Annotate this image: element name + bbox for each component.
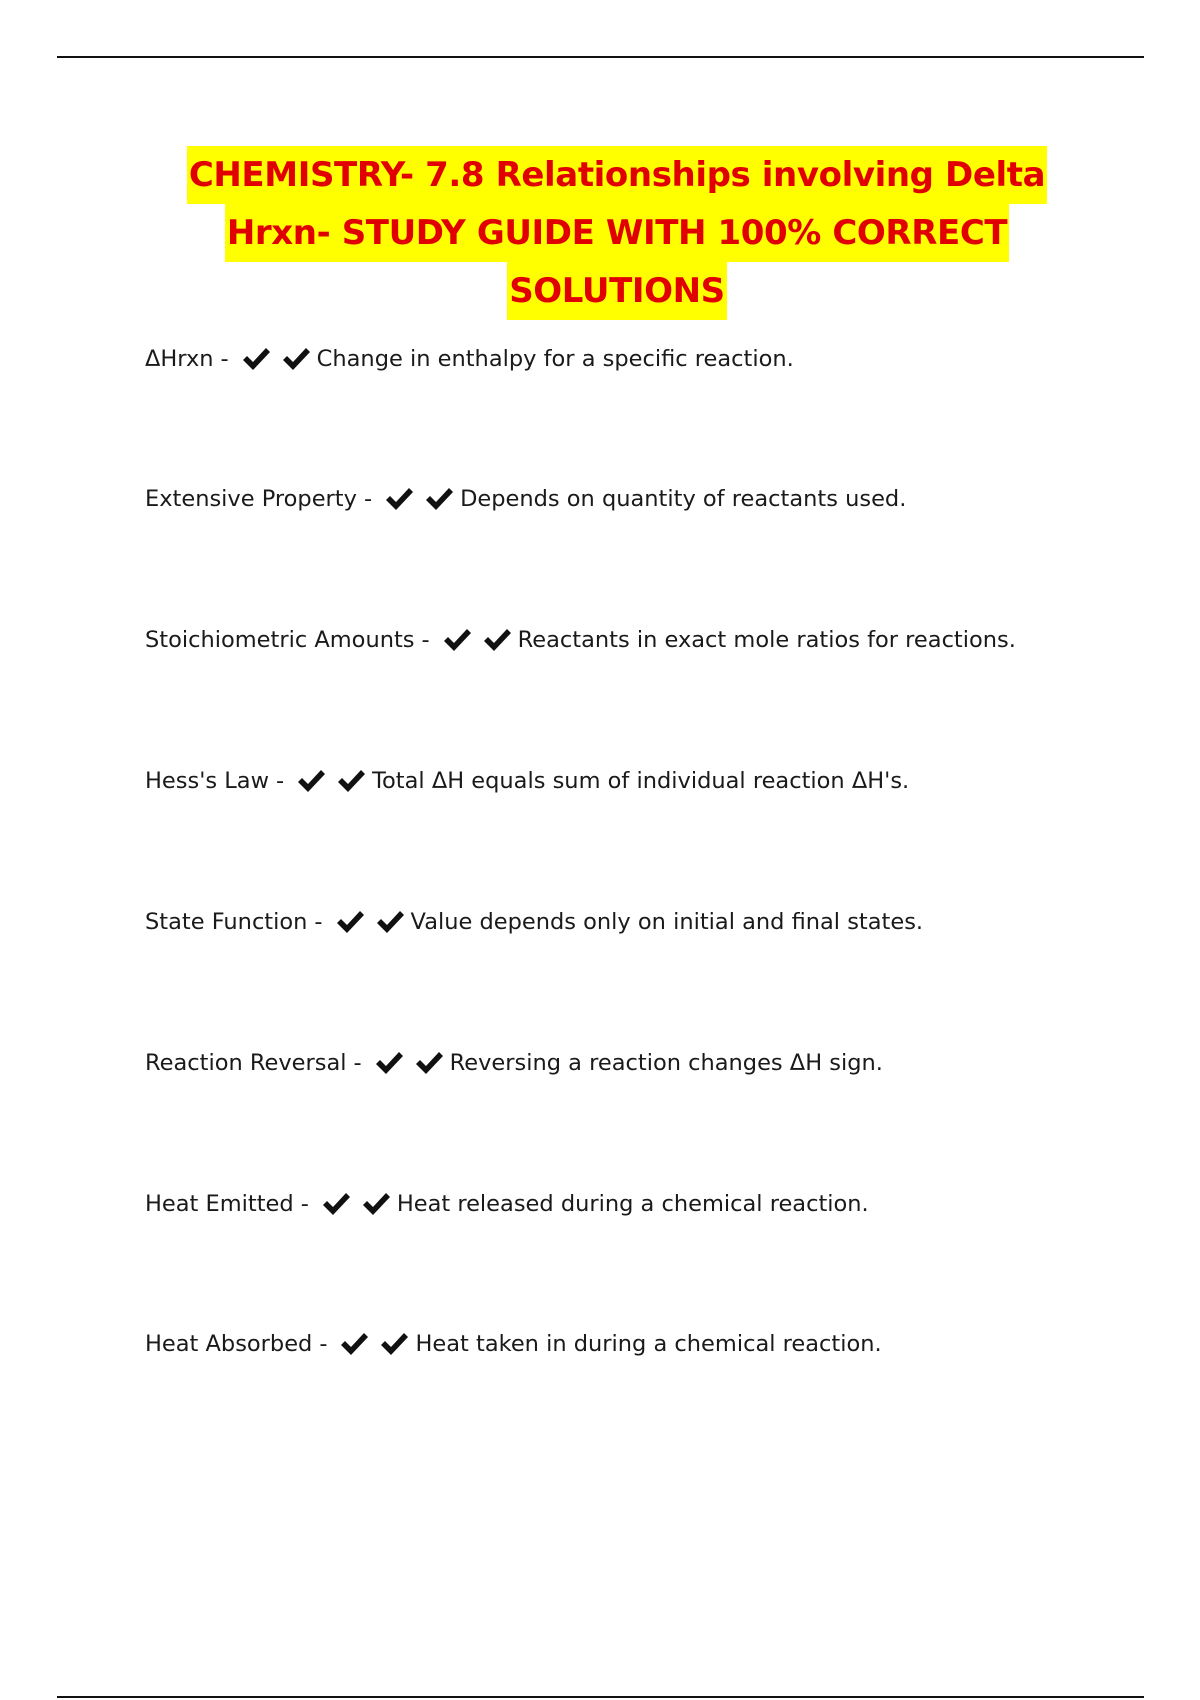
check-marks — [339, 1331, 409, 1357]
check-marks — [241, 346, 311, 372]
check-mark-icon — [384, 486, 414, 512]
entry-separator: - — [314, 909, 323, 935]
check-mark-icon — [414, 1050, 444, 1076]
check-mark-icon — [374, 1050, 404, 1076]
title-line: SOLUTIONS — [507, 262, 727, 320]
check-marks — [335, 909, 405, 935]
definition-entry — [145, 907, 923, 937]
entry-separator: - — [353, 1050, 362, 1076]
entry-definition: Total ΔH equals sum of individual reaction ΔH's. — [372, 768, 910, 794]
definition-entry — [145, 625, 1016, 655]
check-mark-icon — [339, 1331, 369, 1357]
entry-term: Stoichiometric Amounts — [145, 627, 415, 653]
entry-term: Hess's Law — [145, 768, 269, 794]
entry-separator: - — [300, 1191, 309, 1217]
entry-definition: Change in enthalpy for a specific reaction. — [316, 346, 794, 372]
entry-term: Extensive Property — [145, 486, 357, 512]
entry-separator: - — [319, 1331, 328, 1357]
check-marks — [442, 627, 512, 653]
definition-entry — [145, 1329, 882, 1359]
entry-term: State Function — [145, 909, 308, 935]
entry-definition: Heat taken in during a chemical reaction. — [415, 1331, 882, 1357]
check-mark-icon — [424, 486, 454, 512]
definition-entry — [145, 484, 906, 514]
entry-term: ΔHrxn — [145, 346, 214, 372]
check-mark-icon — [442, 627, 472, 653]
entry-separator: - — [220, 346, 229, 372]
definition-entry — [145, 1189, 869, 1219]
entry-definition: Value depends only on initial and final states. — [410, 909, 924, 935]
check-mark-icon — [241, 346, 271, 372]
check-mark-icon — [321, 1191, 351, 1217]
check-mark-icon — [375, 909, 405, 935]
check-marks — [321, 1191, 391, 1217]
check-mark-icon — [296, 768, 326, 794]
title-line: CHEMISTRY- 7.8 Relationships involving Delta — [187, 146, 1047, 204]
check-mark-icon — [281, 346, 311, 372]
entry-term: Heat Emitted — [145, 1191, 294, 1217]
check-marks — [296, 768, 366, 794]
check-marks — [384, 486, 454, 512]
entry-definition: Reactants in exact mole ratios for reactions. — [517, 627, 1016, 653]
title-line: Hrxn- STUDY GUIDE WITH 100% CORRECT — [225, 204, 1009, 262]
definition-entry — [145, 766, 909, 796]
definition-entry — [145, 1048, 883, 1078]
check-mark-icon — [482, 627, 512, 653]
entry-definition: Depends on quantity of reactants used. — [460, 486, 907, 512]
check-mark-icon — [379, 1331, 409, 1357]
check-mark-icon — [336, 768, 366, 794]
entry-definition: Heat released during a chemical reaction. — [396, 1191, 869, 1217]
check-mark-icon — [361, 1191, 391, 1217]
entry-separator: - — [421, 627, 430, 653]
check-mark-icon — [335, 909, 365, 935]
entry-separator: - — [276, 768, 285, 794]
check-marks — [374, 1050, 444, 1076]
bottom-divider — [57, 1696, 1144, 1698]
entry-definition: Reversing a reaction changes ΔH sign. — [449, 1050, 883, 1076]
entry-term: Heat Absorbed — [145, 1331, 313, 1357]
entry-separator: - — [363, 486, 373, 512]
definition-entry — [145, 344, 794, 374]
top-divider — [57, 56, 1144, 58]
document-title — [120, 146, 1114, 320]
entry-term: Reaction Reversal — [145, 1050, 347, 1076]
